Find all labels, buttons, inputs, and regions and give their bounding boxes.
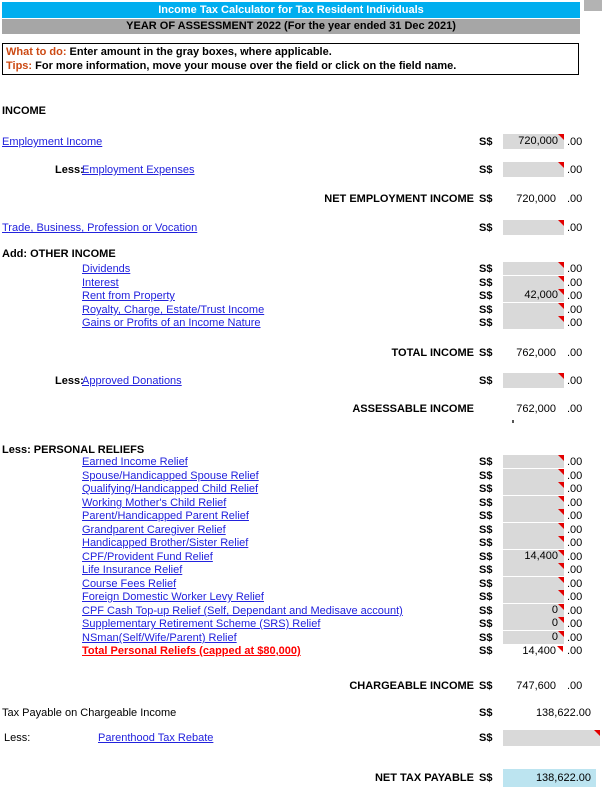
currency-label: S$: [479, 222, 493, 234]
comment-marker-icon: [558, 162, 564, 168]
comment-marker-icon: [558, 469, 564, 475]
parent-relief-link[interactable]: Parent/Handicapped Parent Relief: [82, 510, 249, 522]
cpf-cash-topup-relief-input[interactable]: [503, 604, 564, 617]
cents-label: .00: [567, 277, 583, 289]
page-title: Income Tax Calculator for Tax Resident Individuals: [2, 2, 580, 18]
nsman-relief-link[interactable]: NSman(Self/Wife/Parent) Relief: [82, 632, 237, 644]
grandparent-caregiver-relief-link[interactable]: Grandparent Caregiver Relief: [82, 524, 226, 536]
srs-relief-input[interactable]: [503, 617, 564, 630]
row-net-employment-income: [0, 192, 602, 207]
total-personal-reliefs-label: Total Personal Reliefs (capped at $80,000): [82, 645, 301, 657]
comment-marker-icon: [558, 303, 564, 309]
parent-relief-input[interactable]: [503, 509, 564, 522]
currency-label: S$: [479, 632, 493, 644]
earned-income-relief-input[interactable]: [503, 455, 564, 468]
row-assessable-income: [0, 402, 602, 417]
cents-label: .00: [567, 375, 583, 387]
currency-label: S$: [479, 375, 493, 387]
currency-label: S$: [479, 537, 493, 549]
cents-label: .00: [567, 510, 583, 522]
currency-label: S$: [479, 510, 493, 522]
comment-marker-icon: [558, 536, 564, 542]
royalty-link[interactable]: Royalty, Charge, Estate/Trust Income: [82, 304, 265, 316]
row-total-income: [0, 346, 602, 361]
approved-donations-link[interactable]: Approved Donations: [82, 375, 182, 387]
dividends-link[interactable]: Dividends: [82, 263, 131, 275]
personal-reliefs-section-label: Less: PERSONAL RELIEFS: [2, 444, 145, 456]
row-parenthood-rebate: [0, 731, 602, 746]
cents-label: .00: [567, 497, 583, 509]
comment-marker-icon: [558, 482, 564, 488]
employment-income-value: 720,000: [518, 135, 558, 147]
cpf-relief-input[interactable]: [503, 550, 564, 563]
employment-expenses-input[interactable]: [503, 162, 564, 177]
what-to-do-label: What to do:: [6, 46, 67, 58]
currency-label: S$: [479, 591, 493, 603]
income-section-label: INCOME: [2, 105, 46, 117]
currency-label: S$: [479, 277, 493, 289]
window-corner-box: [584, 0, 602, 11]
currency-label: S$: [479, 290, 493, 302]
row-rent-from-property: [0, 290, 602, 303]
comment-marker-icon: [558, 577, 564, 583]
currency-label: S$: [479, 551, 493, 563]
gains-link[interactable]: Gains or Profits of an Income Nature: [82, 317, 261, 329]
section-income: [0, 104, 602, 119]
row-life-insurance-relief: [0, 564, 602, 577]
currency-label: S$: [479, 707, 493, 719]
assessment-year-subtitle: YEAR OF ASSESSMENT 2022 (For the year ended 31 Dec 2021): [2, 19, 580, 34]
cents-label: .00: [567, 605, 583, 617]
comment-marker-icon: [558, 496, 564, 502]
cents-label: .00: [567, 645, 583, 657]
employment-income-input[interactable]: [503, 134, 564, 149]
cents-label: .00: [567, 456, 583, 468]
currency-label: S$: [479, 578, 493, 590]
comment-marker-icon: [558, 134, 564, 140]
row-earned-income-relief: [0, 456, 602, 469]
row-net-tax-payable: [0, 771, 602, 786]
qualifying-child-relief-link[interactable]: Qualifying/Handicapped Child Relief: [82, 483, 259, 495]
course-fees-relief-link[interactable]: Course Fees Relief: [82, 578, 177, 590]
currency-label: S$: [479, 564, 493, 576]
employment-income-link[interactable]: Employment Income: [2, 136, 103, 148]
currency-label: S$: [479, 470, 493, 482]
currency-label: S$: [479, 645, 493, 657]
cents-label: .00: [567, 618, 583, 630]
comment-marker-icon: [558, 220, 564, 226]
net-tax-payable-result-box: [503, 769, 596, 787]
currency-label: S$: [479, 483, 493, 495]
row-employment-income: [0, 135, 602, 150]
currency-label: S$: [479, 772, 493, 784]
row-parent-relief: [0, 510, 602, 523]
comment-marker-icon: [558, 455, 564, 461]
comment-marker-icon: [558, 550, 564, 556]
currency-label: S$: [479, 605, 493, 617]
interest-link[interactable]: Interest: [82, 277, 119, 289]
comment-marker-icon: [558, 590, 564, 596]
dividends-input[interactable]: [503, 262, 564, 275]
srs-relief-value: 0: [551, 617, 558, 629]
employment-expenses-link[interactable]: Employment Expenses: [82, 164, 195, 176]
comment-marker-icon: [594, 730, 600, 736]
cents-label: .00: [567, 551, 583, 563]
assessable-income-label: ASSESSABLE INCOME: [352, 403, 474, 415]
row-total-personal-reliefs: [0, 645, 602, 658]
net-tax-payable-label: NET TAX PAYABLE: [374, 772, 474, 784]
nsman-relief-value: 0: [551, 631, 558, 643]
total-personal-reliefs-value: 14,400: [522, 645, 556, 657]
currency-label: S$: [479, 456, 493, 468]
cents-label: .00: [567, 222, 583, 234]
royalty-input[interactable]: [503, 303, 564, 316]
net-employment-income-value: 720,000: [516, 193, 556, 205]
total-income-label: TOTAL INCOME: [391, 347, 474, 359]
cpf-cash-topup-relief-link[interactable]: CPF Cash Top-up Relief (Self, Dependant and Medisave account): [82, 605, 403, 617]
interest-input[interactable]: [503, 276, 564, 289]
currency-label: S$: [479, 347, 493, 359]
cents-label: .00: [567, 347, 583, 359]
row-nsman-relief: [0, 632, 602, 645]
net-tax-payable-value: 138,622.00: [535, 772, 591, 784]
comment-marker-icon: [558, 316, 564, 322]
row-dividends: [0, 263, 602, 276]
tips-label: Tips:: [6, 60, 33, 72]
earned-income-relief-link[interactable]: Earned Income Relief: [82, 456, 188, 468]
rent-from-property-input[interactable]: [503, 289, 564, 302]
course-fees-relief-input[interactable]: [503, 577, 564, 590]
qualifying-child-relief-input[interactable]: [503, 482, 564, 495]
assessable-income-value: 762,000: [516, 403, 556, 415]
cents-label: .00: [567, 470, 583, 482]
row-srs-relief: [0, 618, 602, 631]
row-approved-donations: [0, 374, 602, 389]
row-brother-sister-relief: [0, 537, 602, 550]
life-insurance-relief-input[interactable]: [503, 563, 564, 576]
comment-marker-icon: [558, 276, 564, 282]
currency-label: S$: [479, 164, 493, 176]
cents-label: .00: [567, 537, 583, 549]
fdw-levy-relief-link[interactable]: Foreign Domestic Worker Levy Relief: [82, 591, 264, 603]
currency-label: S$: [479, 263, 493, 275]
life-insurance-relief-link[interactable]: Life Insurance Relief: [82, 564, 183, 576]
what-to-do-text: Enter amount in the gray boxes, where applicable.: [69, 46, 332, 58]
instructions-box: [2, 43, 579, 75]
spouse-relief-input[interactable]: [503, 469, 564, 482]
currency-label: S$: [479, 680, 493, 692]
currency-label: S$: [479, 136, 493, 148]
row-chargeable-income: [0, 679, 602, 694]
cents-label: .00: [567, 290, 583, 302]
less-label: Less:: [55, 375, 84, 387]
chargeable-income-label: CHARGEABLE INCOME: [349, 680, 474, 692]
tax-payable-value: 138,622.00: [535, 707, 591, 719]
cents-label: .00: [567, 591, 583, 603]
cents-label: .00: [567, 317, 583, 329]
comment-marker-icon: [558, 563, 564, 569]
row-employment-expenses: [0, 163, 602, 178]
other-income-section-label: Add: OTHER INCOME: [2, 248, 116, 260]
gains-input[interactable]: [503, 316, 564, 329]
row-trade-business: [0, 221, 602, 236]
cents-label: .00: [567, 164, 583, 176]
comment-marker-icon: [557, 646, 563, 652]
tax-payable-label: Tax Payable on Chargeable Income: [2, 707, 177, 719]
comment-marker-icon: [558, 289, 564, 295]
comment-marker-icon: [558, 617, 564, 623]
less-label: Less:: [4, 732, 31, 744]
row-qualifying-child-relief: [0, 483, 602, 496]
comment-marker-icon: [558, 509, 564, 515]
comment-marker-icon: [558, 604, 564, 610]
currency-label: S$: [479, 317, 493, 329]
trade-business-input[interactable]: [503, 220, 564, 235]
brother-sister-relief-link[interactable]: Handicapped Brother/Sister Relief: [82, 537, 249, 549]
comment-marker-icon: [558, 373, 564, 379]
currency-label: S$: [479, 304, 493, 316]
less-label: Less:: [55, 164, 84, 176]
cpf-relief-link[interactable]: CPF/Provident Fund Relief: [82, 551, 213, 563]
srs-relief-link[interactable]: Supplementary Retirement Scheme (SRS) Relief: [82, 618, 321, 630]
currency-label: S$: [479, 618, 493, 630]
cpf-cash-topup-relief-value: 0: [551, 604, 558, 616]
working-mother-relief-link[interactable]: Working Mother's Child Relief: [82, 497, 227, 509]
cents-label: .00: [567, 564, 583, 576]
parenthood-rebate-link[interactable]: Parenthood Tax Rebate: [98, 732, 214, 744]
comment-marker-icon: [558, 523, 564, 529]
instructions-line-what: [6, 45, 575, 59]
cents-label: .00: [567, 304, 583, 316]
chargeable-income-value: 747,600: [516, 680, 556, 692]
spouse-relief-link[interactable]: Spouse/Handicapped Spouse Relief: [82, 470, 259, 482]
cents-label: .00: [567, 524, 583, 536]
cents-label: .00: [567, 193, 583, 205]
cents-label: .00: [567, 632, 583, 644]
currency-label: S$: [479, 497, 493, 509]
comment-marker-icon: [558, 262, 564, 268]
grandparent-caregiver-relief-input[interactable]: [503, 523, 564, 536]
total-income-value: 762,000: [516, 347, 556, 359]
cents-label: .00: [567, 680, 583, 692]
working-mother-relief-input[interactable]: [503, 496, 564, 509]
rent-from-property-value: 42,000: [524, 289, 558, 301]
instructions-line-tips: [6, 59, 575, 73]
trade-business-link[interactable]: Trade, Business, Profession or Vocation: [2, 222, 198, 234]
fdw-levy-relief-input[interactable]: [503, 590, 564, 603]
cents-label: .00: [567, 403, 583, 415]
nsman-relief-input[interactable]: [503, 631, 564, 644]
section-other-income: [0, 247, 602, 262]
brother-sister-relief-input[interactable]: [503, 536, 564, 549]
tips-text: For more information, move your mouse over the field or click on the field name.: [35, 60, 457, 72]
net-employment-income-label: NET EMPLOYMENT INCOME: [324, 193, 474, 205]
cpf-relief-value: 14,400: [524, 550, 558, 562]
row-gains: [0, 317, 602, 330]
cents-label: .00: [567, 483, 583, 495]
approved-donations-input[interactable]: [503, 373, 564, 388]
parenthood-rebate-input[interactable]: [503, 730, 600, 746]
comment-marker-icon: [558, 631, 564, 637]
currency-label: S$: [479, 193, 493, 205]
currency-label: S$: [479, 524, 493, 536]
row-tax-payable: [0, 706, 602, 721]
stray-mark: [512, 420, 514, 423]
rent-from-property-link[interactable]: Rent from Property: [82, 290, 175, 302]
cents-label: .00: [567, 136, 583, 148]
cents-label: .00: [567, 263, 583, 275]
cents-label: .00: [567, 578, 583, 590]
row-fdw-levy-relief: [0, 591, 602, 604]
currency-label: S$: [479, 732, 493, 744]
